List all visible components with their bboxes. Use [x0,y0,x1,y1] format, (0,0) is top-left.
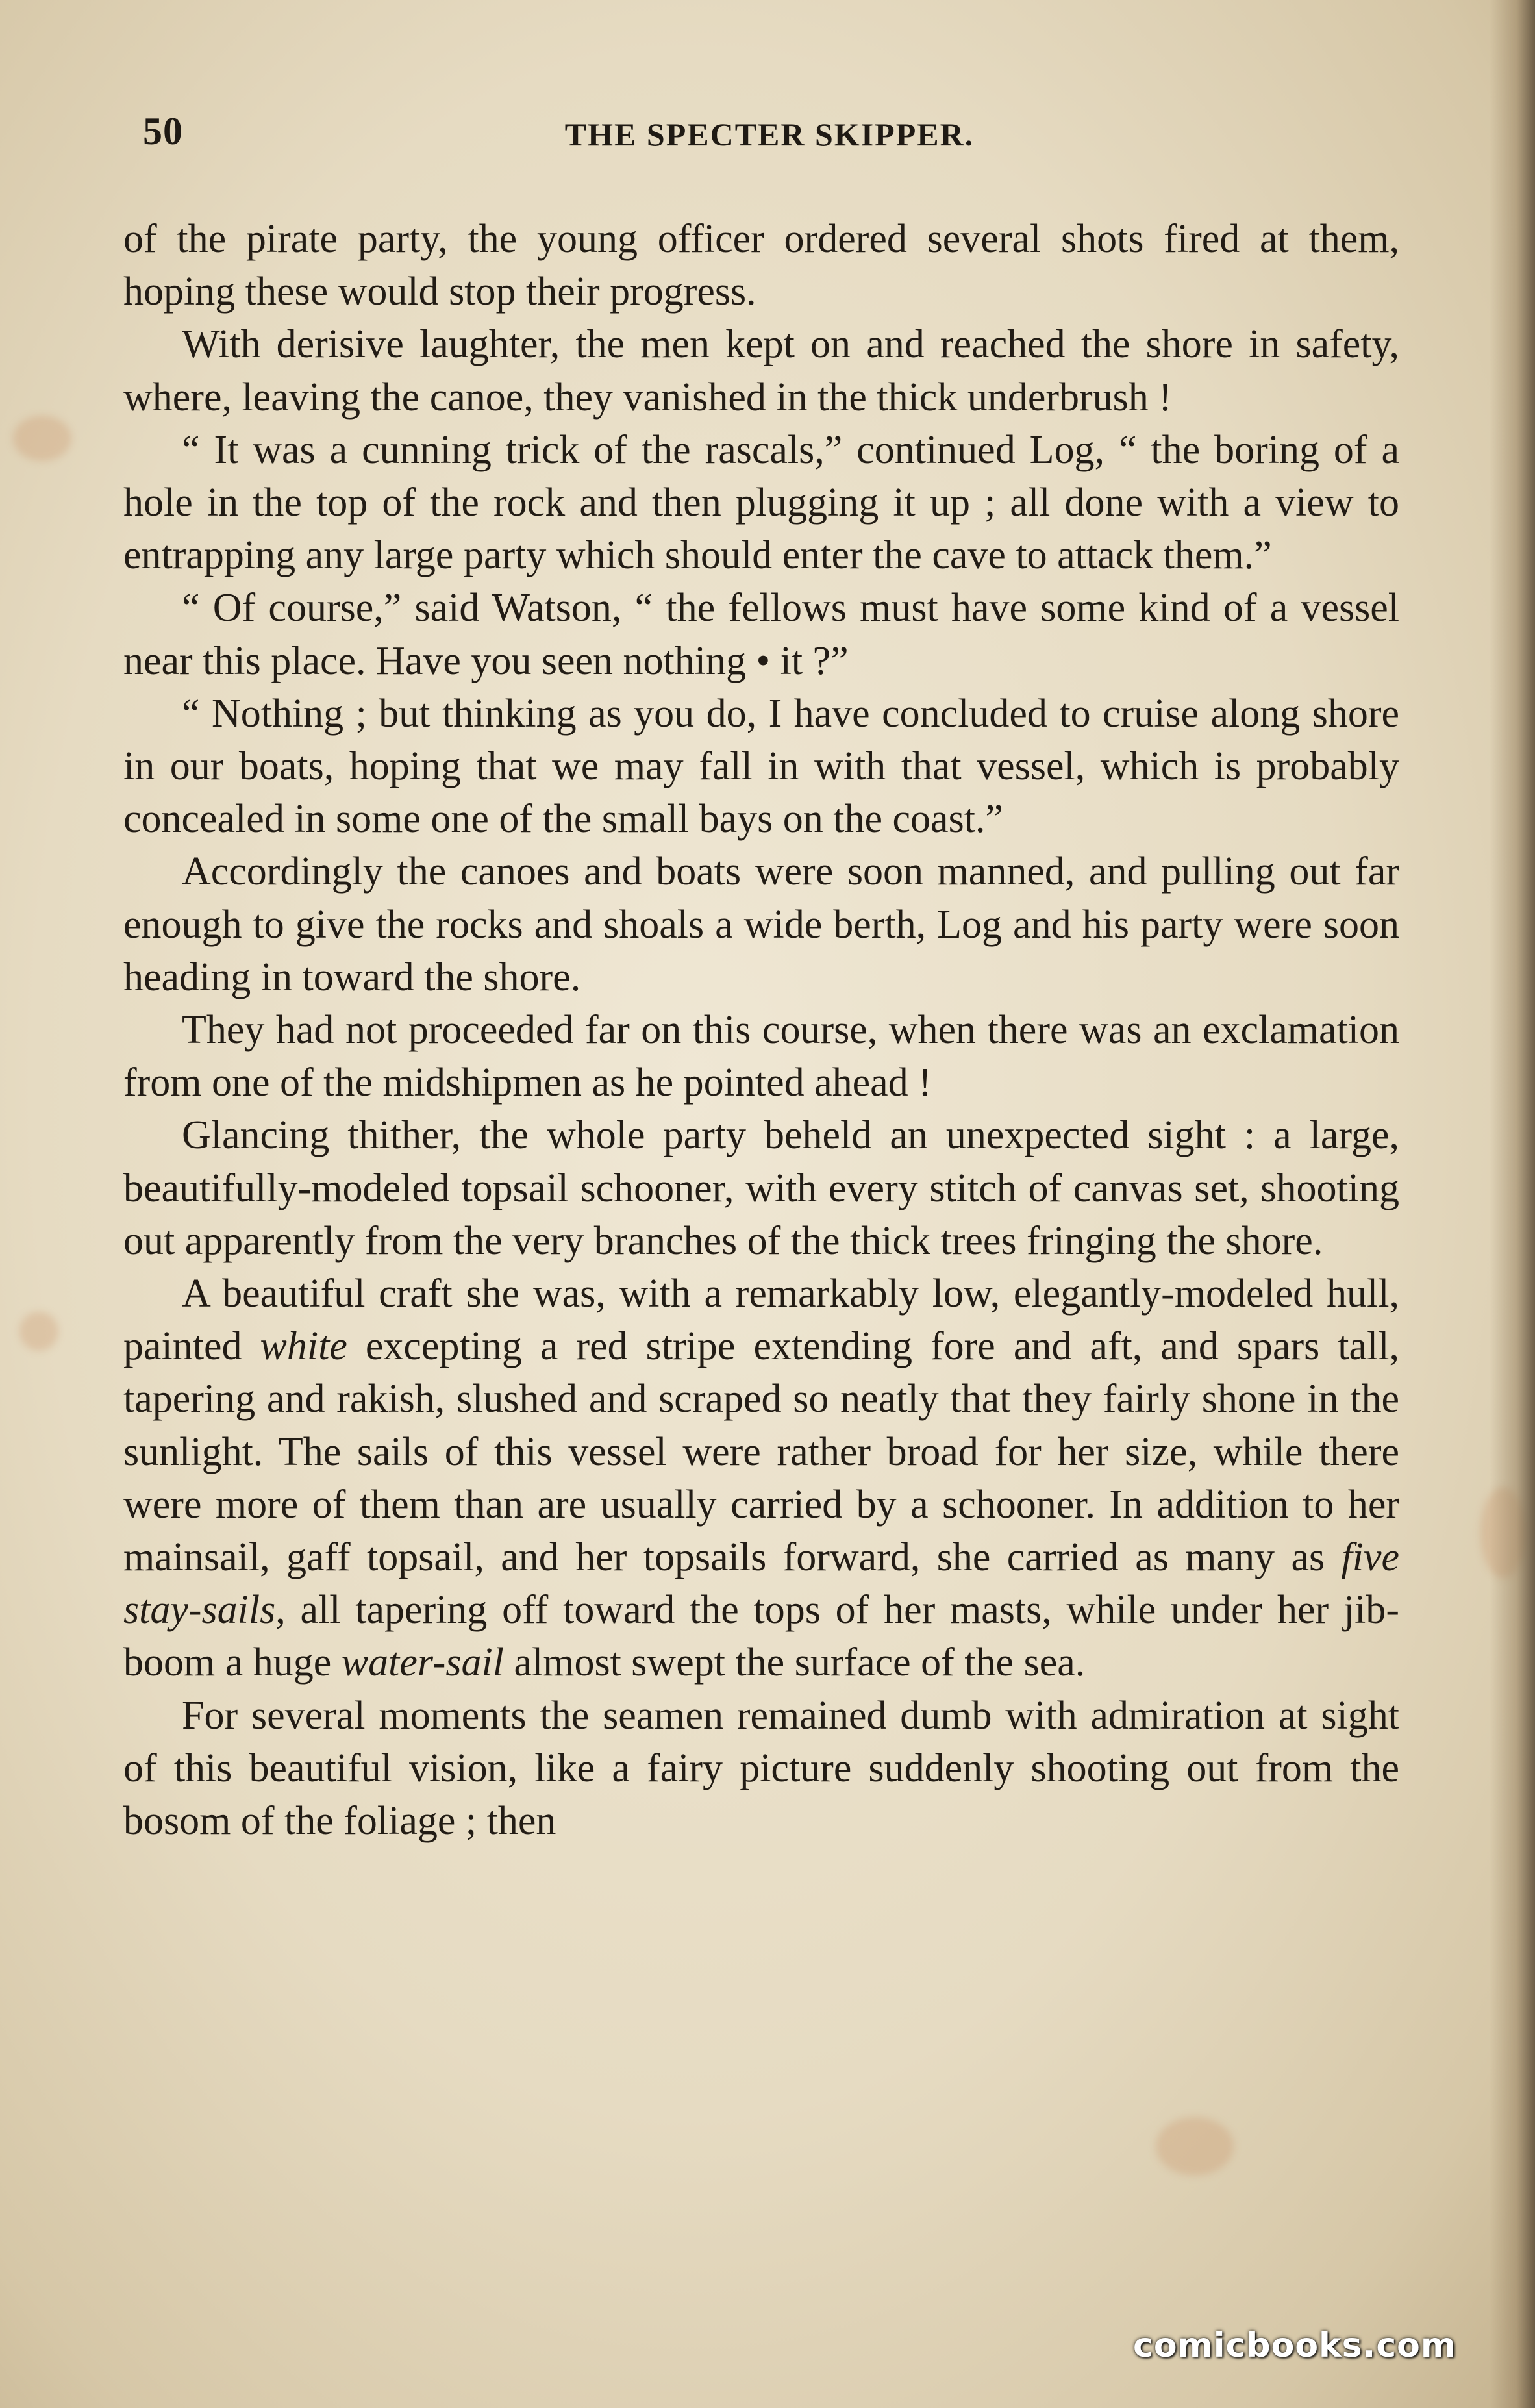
paper-stain [1480,1487,1526,1578]
watermark: comicbooks.com [1133,2326,1457,2365]
paragraph: “ It was a cunning trick of the rascals,” continued Log, “ the boring of a hole in the top of the rock and then plugging it up ; all done with a view to entrapping any large party which should enter the cave to attack them.” [123,427,1399,578]
paper-stain [19,1312,58,1351]
body-text [123,213,1399,1848]
paragraph: Accordingly the canoes and boats were soon manned, and pulling out far enough to give the rocks and shoals a wide berth, Log and his party were soon heading in toward the shore. [123,849,1399,999]
italic-word: water-sail [341,1640,504,1685]
text-run: almost swept the surface of the sea. [503,1640,1086,1685]
text-run: excepting a red stripe extending fore and aft, and spars tall, tapering and rakish, slushed and scraped so neatly that they fairly shone in the sunlight. The sails of this vessel were rather broad for her size, while there were more of them than are usually carried by a schooner. In addition to her mainsail, gaff topsail, and her topsails forward, she carried as many as [123,1324,1399,1580]
text-run: A beautiful craft she was, with a remarkably low, elegantly-modeled hull, painted [123,1272,1399,1369]
paragraph: For several moments the seamen remained dumb with admiration at sight of this beautiful vision, like a fairy picture suddenly shooting out from the bosom of the foliage ; then [123,1693,1399,1844]
paragraph: “ Nothing ; but thinking as you do, I have concluded to cruise along shore in our boats, hoping that we may fall in with that vessel, which is probably concealed in some one of the small bays on the coast.” [123,691,1399,842]
paper-stain [13,416,71,461]
italic-word: white [260,1324,347,1369]
italic-word: five stay-sails [123,1535,1399,1633]
paragraph [123,1268,1399,1690]
page-header [143,109,1396,168]
paper-stain [1156,2117,1234,2176]
paragraph: Glancing thither, the whole party beheld an unexpected sight : a large, beautifully-modeled topsail schooner, with every stitch of canvas set, shooting out apparently from the very branches of the thick trees fringing the shore. [123,1113,1399,1263]
paragraph: They had not proceeded far on this course, when there was an exclamation from one of the midshipmen as he pointed ahead ! [123,1008,1399,1105]
page-number: 50 [143,110,183,153]
paragraph: “ Of course,” said Watson, “ the fellows must have some kind of a vessel near this place. Have you seen nothing • it ?” [123,586,1399,683]
text-run: , all tapering off toward the tops of her masts, while under her jib-boom a huge [123,1588,1399,1685]
paragraph: of the pirate party, the young officer ordered several shots fired at them, hoping these would stop their progress. [123,217,1399,314]
paragraph: With derisive laughter, the men kept on and reached the shore in safety, where, leaving the canoe, they vanished in the thick underbrush ! [123,322,1399,420]
running-head: THE SPECTER SKIPPER. [564,116,975,153]
